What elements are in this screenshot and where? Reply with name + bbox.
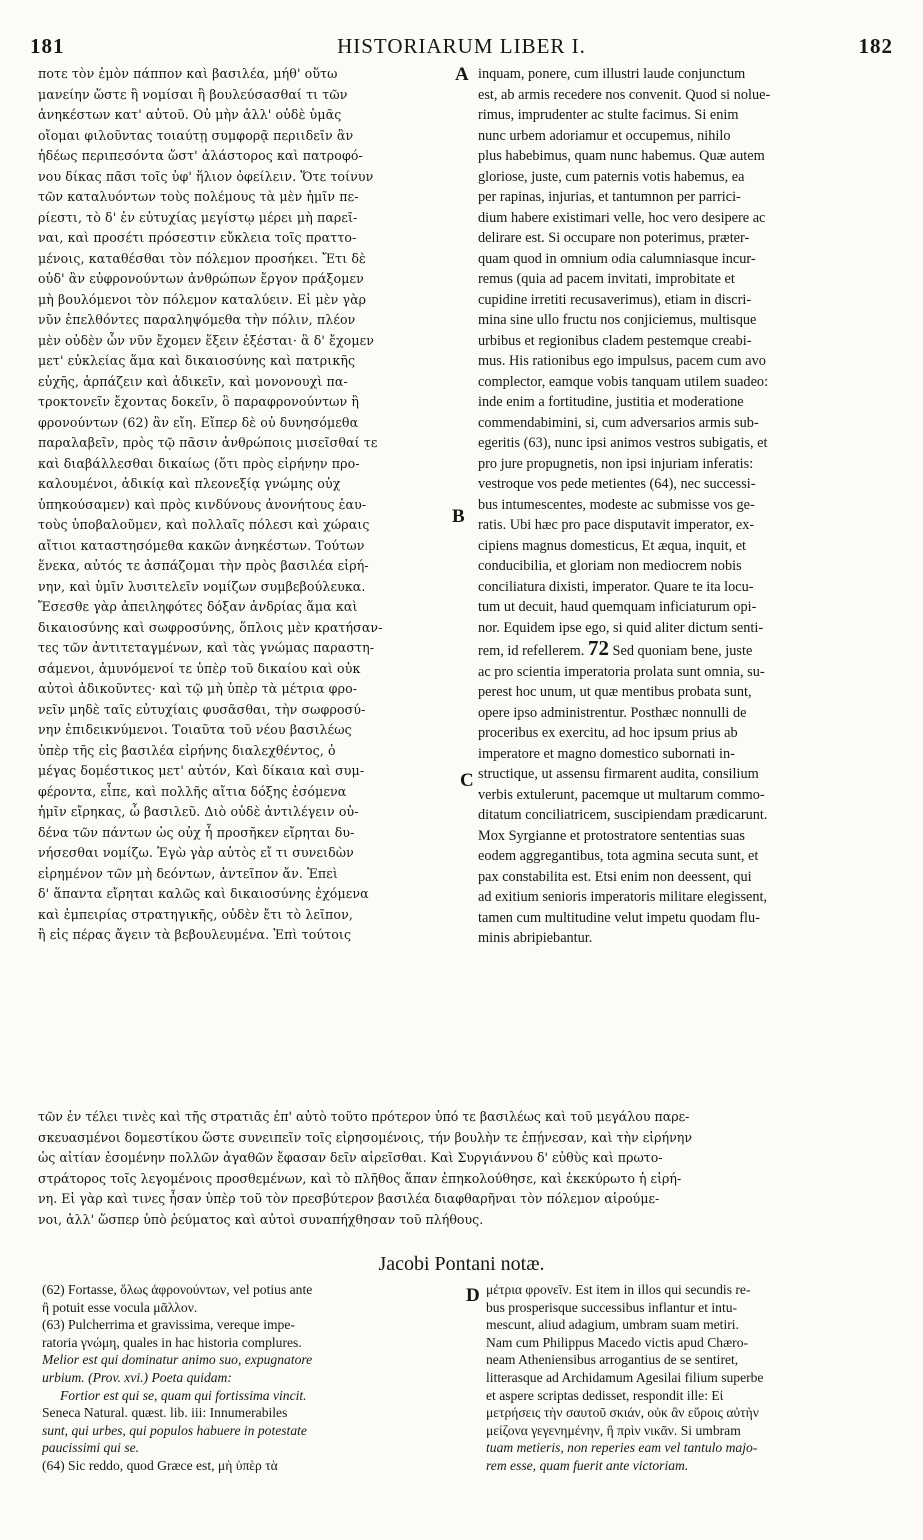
margin-letter-a: A	[455, 64, 469, 85]
latin-text-line: opere ipso administrentur. Posthæc nonnulli de	[478, 704, 747, 721]
greek-text-line: μέγας δομέστικος μετ' αὐτόν, Καὶ δίκαια καὶ συμ-	[38, 763, 365, 778]
note-line: neam Atheniensibus arrogantius de se sentiret,	[486, 1352, 739, 1368]
note-line: Fortior est qui se, quam qui fortissima vincit.	[60, 1387, 307, 1403]
latin-text-line: minis abripiebantur.	[478, 930, 593, 946]
greek-text-line: εἰρημένον τῶν μὴ δεόντων, ἀντεῖπον ἄν. Ἐπεὶ	[38, 865, 338, 881]
greek-text-line: νεῖν μηδὲ ταῖς εὐτυχίαις φυσᾶσθαι, τὴν σωφροσύ-	[38, 701, 366, 717]
note-line: paucissimi qui se.	[42, 1440, 140, 1456]
latin-text-line: tum ut decuit, haud quemquam inficiaturum opi-	[478, 599, 757, 615]
greek-text-line: ἀνηκέστων κατ' αὐτοῦ. Οὐ μὴν ἀλλ' οὐδὲ ὑμᾶς	[38, 107, 342, 122]
note-line: μείζονα γεγενημένην, ἢ πρὶν νικᾶν. Si umbram	[486, 1422, 741, 1438]
greek-text-line: νῦν ἐπελθόντες παραληψόμεθα τὴν πόλιν, πλέον	[38, 312, 356, 327]
note-line: μέτρια φρονεῖν. Est item in illos qui secundis re-	[486, 1282, 751, 1297]
greek-full-line: σκευασμένοι δομεστίκου ὥστε συνειπεῖν τοῖς εἰρησομένοις, τήν βουλὴν τε ἐπῄνεσαν, καὶ τὴν εἰρήνην	[38, 1129, 692, 1145]
latin-text-line: complector, eamque vobis tanquam utilem suadeo:	[478, 373, 769, 390]
margin-letter-d: D	[466, 1285, 480, 1306]
latin-text-line: quam quod in omnium odia calumniasque incur-	[478, 250, 756, 267]
latin-text-line: ratis. Ubi hæc pro pace disputavit imperator, ex-	[478, 517, 755, 533]
greek-full-line: νη. Εἰ γὰρ καὶ τινες ἦσαν ὑπὲρ τοῦ τὸν πρεσβύτερον βασιλέα διαφθαρῆναι τὸν πόλεμον αἱρούμε-	[38, 1191, 660, 1206]
greek-text-line: ὑπηκούσαμεν) καὶ πρὸς κινδύνους ἀνονήτους ἑαυ-	[38, 496, 367, 512]
note-line: ratoria γνώμη, quales in hac historia complures.	[42, 1334, 302, 1350]
note-line: urbium. (Prov. xvi.) Poeta quidam:	[42, 1369, 232, 1385]
note-line: sunt, qui urbes, qui populos habuere in potestate	[42, 1422, 307, 1438]
latin-text-line: proceribus ex exercitu, ad hoc ipsum prius ab	[478, 725, 738, 741]
greek-text-line: μένοις, καταθέσθαι τὸν πόλεμον προσήκει. Ἔτι δὲ	[38, 250, 366, 266]
greek-text-line: μετ' εὐκλείας ἅμα καὶ δικαιοσύνης καὶ πατρικῆς	[38, 353, 356, 368]
greek-text-line: τροκτονεῖν ἔχοντας δοκεῖν, ὃ παραφρονούντων ἢ	[38, 394, 360, 409]
greek-text-line: νην ἐπιδεικνύμενοι. Τοιαῦτα τοῦ νέου βασιλέως	[38, 722, 352, 737]
latin-text-line: inquam, ponere, cum illustri laude conjunctum	[478, 66, 746, 82]
running-title: HISTORIARUM LIBER I.	[337, 34, 586, 58]
note-line: Seneca Natural. quæst. lib. iii: Innumerabiles	[42, 1405, 288, 1421]
note-line: (63) Pulcherrima et gravissima, vereque impe-	[42, 1317, 295, 1333]
greek-text-line: ἕνεκα, αὐτός τε ἀσπάζομαι τὴν πρὸς βασιλέα εἰρή-	[38, 558, 369, 573]
margin-letter-b: B	[452, 506, 465, 527]
greek-text-column	[38, 64, 458, 946]
latin-text-line: perest hoc unum, ut quæ mentibus probata sunt,	[478, 684, 752, 700]
greek-text-line: οἴομαι φιλοῦντας τοιαύτῃ συμφορᾷ περιιδεῖν ἂν	[38, 127, 354, 143]
page-number-right: 182	[858, 34, 893, 58]
latin-text-line: rimus, imprudenter ac stulte facimus. Si enim	[478, 107, 739, 123]
greek-text-line: φέροντα, εἶπε, καὶ πολλῆς αἴτια δόξης ἐσόμενα	[38, 783, 347, 799]
note-line: Nam cum Philippus Macedo victis apud Chæro-	[486, 1334, 749, 1350]
note-line: tuam metieris, non reperies eam vel tantulo majo-	[486, 1440, 758, 1456]
greek-text-line: αὐτοὶ ἀδικοῦντες· καὶ τῷ μὴ ὑπὲρ τὰ μέτρια φρο-	[38, 681, 358, 696]
note-line: et aspere scriptas dedisset, respondit ille: Εἰ	[486, 1387, 724, 1403]
greek-text-line: ἡμῖν εἴρηκας, ὦ βασιλεῦ. Διὸ οὐδὲ ἀντιλέγειν οὐ-	[38, 804, 359, 819]
greek-text-line: δένα τῶν πάντων ὡς οὐχ ἧ προσῆκεν εἴρηται δυ-	[38, 824, 355, 840]
latin-text-line: pax constabilita est. Etsi enim non deessent, qui	[478, 868, 752, 885]
note-line: mescunt, aliud adagium, umbram suam metiri.	[486, 1317, 739, 1333]
greek-text-line: δικαιοσύνης καὶ σωφροσύνης, ὅπλοις μὲν κρατήσαν-	[38, 619, 383, 635]
note-line: ἢ potuit esse vocula μᾶλλον.	[42, 1299, 198, 1315]
latin-text-line: vestroque vos pede metientes (64), nec successi-	[478, 476, 756, 492]
greek-text-line: φρονούντων (62) ἂν εἴη. Εἴπερ δὲ οὐ δυνησόμεθα	[38, 414, 359, 430]
greek-text-line: ναι, καὶ προσέτι πρόσεστιν εὔκλεια τοῖς πραττο-	[38, 230, 357, 245]
latin-text-line: dium habere existimari velle, hoc vero desipere ac	[478, 209, 766, 226]
note-line: (64) Sic reddo, quod Græce est, μὴ ὑπὲρ τὰ	[42, 1457, 278, 1473]
greek-text-line: τῶν καταλυόντων τοὺς πολέμους τὰ μὲν ἡμῖν πε-	[38, 189, 359, 204]
latin-text-line: per rapinas, injurias, et tantumnon per parrici-	[478, 189, 741, 205]
latin-text-line: tamen cum multitudine velut impetu quodam flu-	[478, 909, 760, 926]
greek-text-line: δ' ἅπαντα εἴρηται καλῶς καὶ δικαιοσύνης ἐχόμενα	[38, 886, 369, 901]
greek-text-line: καὶ διαβάλλεσθαι δικαίως (ὅτι πρὸς εἰρήνην προ-	[38, 455, 360, 471]
greek-text-line: αἴτιοι καταστησόμεθα κακῶν ἀνηκέστων. Τούτων	[38, 537, 365, 553]
latin-text-column	[478, 64, 896, 949]
latin-text-line: pro jure propugnetis, non ipsi injuriam inferatis:	[478, 455, 754, 472]
notes-title: Jacobi Pontani notæ.	[378, 1253, 545, 1275]
greek-text-line: ρίεστι, τὸ δ' ἐν εὐτυχίας μεγίστῳ μέρει μὴ παρεῖ-	[38, 209, 358, 225]
latin-text-line: cipiens magnus domesticus, Et æqua, inquit, et	[478, 537, 747, 554]
greek-text-line: μὴ βουλόμενοι τὸν πόλεμον καταλύειν. Εἰ μὲν γὰρ	[38, 291, 367, 307]
page-number-left: 181	[30, 34, 65, 58]
greek-text-line: μανείην ὥστε ἢ νομίσαι ἢ βουλεύσασθαί τι τῶν	[38, 86, 348, 102]
margin-letter-c: C	[460, 770, 474, 791]
greek-text-line: ὑπὲρ τῆς εἰς βασιλέα εἰρήνης διαλεχθέντος, ὁ	[38, 742, 336, 758]
greek-text-line: εὐχῆς, ἁρπάζειν καὶ ἀδικεῖν, καὶ μονονουχὶ πα-	[38, 373, 348, 389]
greek-text-line: Ἔσεσθε γὰρ ἀπειληφότες δόξαν ἀνδρίας ἅμα καὶ	[38, 599, 358, 614]
greek-full-line: νοι, ἀλλ' ὥσπερ ὑπὸ ῥεύματος καὶ αὐτοὶ συναπήχθησαν τοῦ πλήθους.	[38, 1211, 484, 1227]
latin-text-line: structique, ut assensu firmarent audita, consilium	[478, 766, 759, 782]
note-line: litterasque ad Archidamum Agesilai filium superbe	[486, 1369, 764, 1385]
latin-text-line: mus. His rationibus ego impulsus, pacem cum avo	[478, 353, 766, 369]
latin-text-line: Mox Syrgianne et protostratore sententias suas	[478, 827, 745, 844]
notes-left-column	[42, 1281, 457, 1475]
latin-text-line: bus intumescentes, modeste ac submisse vos ge-	[478, 496, 755, 513]
latin-text-line: imperatore et magno domestico subornati in-	[478, 745, 735, 762]
greek-text-line: σάμενοι, ἀμυνόμενοί τε ὑπὲρ τοῦ δικαίου καὶ οὐκ	[38, 660, 361, 676]
greek-text-line: καλουμένοι, ἀδικίᾳ καὶ πλεονεξίᾳ γνώμης οὐχ	[38, 476, 341, 491]
latin-text-line: plus habebimus, quam nunc habemus. Quæ autem	[478, 148, 765, 164]
latin-text-line-part: Sed quoniam bene, juste	[608, 643, 753, 659]
latin-text-line: ac pro scientia imperatoria prolata sunt omnia, su-	[478, 663, 765, 680]
greek-text-line: τες τῶν ἀντιτεταγμένων, καὶ τὰς γνώμας παραστη-	[38, 640, 375, 655]
latin-text-line: delirare est. Si occupare non poterimus, præter-	[478, 230, 750, 246]
greek-text-line: ἡδέως περιπεσόντα ὥστ' ἀλάστορος καὶ πατροφό-	[38, 148, 363, 163]
greek-text-line: νου δίκας πᾶσι τοῖς ὑφ' ἥλιον ὀφείλειν. Ὅτε τοίνυν	[38, 168, 374, 184]
greek-text-line: ἢ εἰς πέρας ἄγειν τὰ βεβουλευμένα. Ἐπὶ τούτοις	[38, 927, 352, 942]
latin-text-line: ad exitium senioris imperatoris militare elegissent,	[478, 889, 768, 905]
latin-text-line: verbis extulerunt, pacemque ut multarum commo-	[478, 786, 765, 803]
latin-text-line: cupidine irretiti recusaverimus), etiam in discri-	[478, 291, 752, 308]
latin-text-line	[478, 638, 896, 662]
greek-text-line: οὐδ' ἂν εὐφρονούντων ἀνθρώπων ἔργον πράξομεν	[38, 271, 364, 286]
latin-text-line: conciliatura dixisti, imperator. Quare te ita locu-	[478, 578, 754, 595]
greek-text-line: νήσεσθαι νομίζω. Ἐγὼ γὰρ αὐτὸς εἴ τι συνειδὼν	[38, 845, 354, 860]
greek-text-line: ποτε τὸν ἐμὸν πάππον καὶ βασιλέα, μήθ' οὕτω	[38, 66, 338, 81]
latin-text-line: conducibilia, et gloriam non mediocrem nobis	[478, 558, 742, 574]
greek-text-line: καὶ ἐμπειρίας στρατηγικῆς, οὐδὲν ἔτι τὸ λεῖπον,	[38, 906, 353, 922]
latin-text-line: ditatum conciliatricem, suscipiendam prædicarunt.	[478, 807, 768, 823]
latin-text-line: commendabimini, si, cum adversarios armis sub-	[478, 414, 759, 431]
greek-full-line: ὡς αἰτίαν ἐσομένην πολλῶν ἀγαθῶν ἔφασαν δεῖν αἱρεῖσθαι. Καὶ Συργιάννου δ' εὐθὺς καὶ πρωτο-	[38, 1150, 663, 1165]
latin-text-line: nor. Equidem ipse ego, si quid aliter dictum senti-	[478, 619, 764, 636]
note-line: Melior est qui dominatur animo suo, expugnatore	[42, 1352, 313, 1368]
note-line: (62) Fortasse, ὅλως ἀφρονούντων, vel potius ante	[42, 1282, 313, 1297]
greek-text-line: νην, καὶ ὑμῖν λυσιτελεῖν νομίζων συμβεβούλευκα.	[38, 578, 366, 594]
page-header	[30, 34, 893, 62]
latin-text-line: urbibus et regionibus cladem pestemque creabi-	[478, 332, 752, 349]
latin-text-line: gloriose, juste, cum paternis votis habemus, ea	[478, 168, 745, 185]
greek-text-line: μὲν οὐδὲν ὧν νῦν ἔχομεν ἕξειν ἐξέσται· ἃ δ' ἔχομεν	[38, 332, 375, 348]
latin-text-line: est, ab armis recedere nos convenit. Quod si nolue-	[478, 86, 771, 103]
latin-text-line: egeritis (63), nunc ipsi animos vestros subigatis, et	[478, 435, 768, 451]
note-line: bus prosperisque successibus inflantur et intu-	[486, 1299, 738, 1315]
latin-text-line: nunc urbem adoriamur et occupemus, nihilo	[478, 127, 731, 144]
latin-text-line: remus (quia ad pacem invitati, improbitate et	[478, 271, 735, 287]
greek-text-line: παραλαβεῖν, πρὸς τῷ πᾶσιν ἀνθρώποις μισεῖσθαί τε	[38, 435, 378, 450]
latin-text-line: mina sine ullo fructu nos conjiciemus, multisque	[478, 312, 757, 328]
greek-text-line: τοὺς ὑποβαλοῦμεν, καὶ πολλαῖς πόλεσι καὶ χώραις	[38, 517, 370, 532]
greek-full-line: στράτορος τοῖς λεγομένοις προσθεμένων, καὶ τὸ πλῆθος ἅπαν ἐπηκολούθησε, καὶ ἐκεκύρωτο ἡ εἰρή-	[38, 1170, 682, 1186]
latin-text-line: eodem aggregantibus, tota agmina secuta sunt, et	[478, 848, 759, 864]
greek-full-line: τῶν ἐν τέλει τινὲς καὶ τῆς στρατιᾶς ἐπ' αὐτὸ τοῦτο πρότερον ὑπό τε βασιλέως καὶ τοῦ μεγάλου παρε-	[38, 1109, 690, 1124]
section-number: 72	[587, 638, 609, 660]
note-line: μετρήσεις τὴν σαυτοῦ σκιάν, οὐκ ἂν εὕροις αὐτὴν	[486, 1405, 759, 1421]
notes-right-column	[486, 1281, 896, 1475]
greek-full-width-text	[38, 1107, 898, 1230]
note-line: rem esse, quam fuerit ante victoriam.	[486, 1457, 689, 1473]
latin-text-line-part: rem, id refellerem.	[478, 643, 588, 659]
latin-text-line: inde enim a fortitudine, justitia et moderatione	[478, 394, 744, 410]
